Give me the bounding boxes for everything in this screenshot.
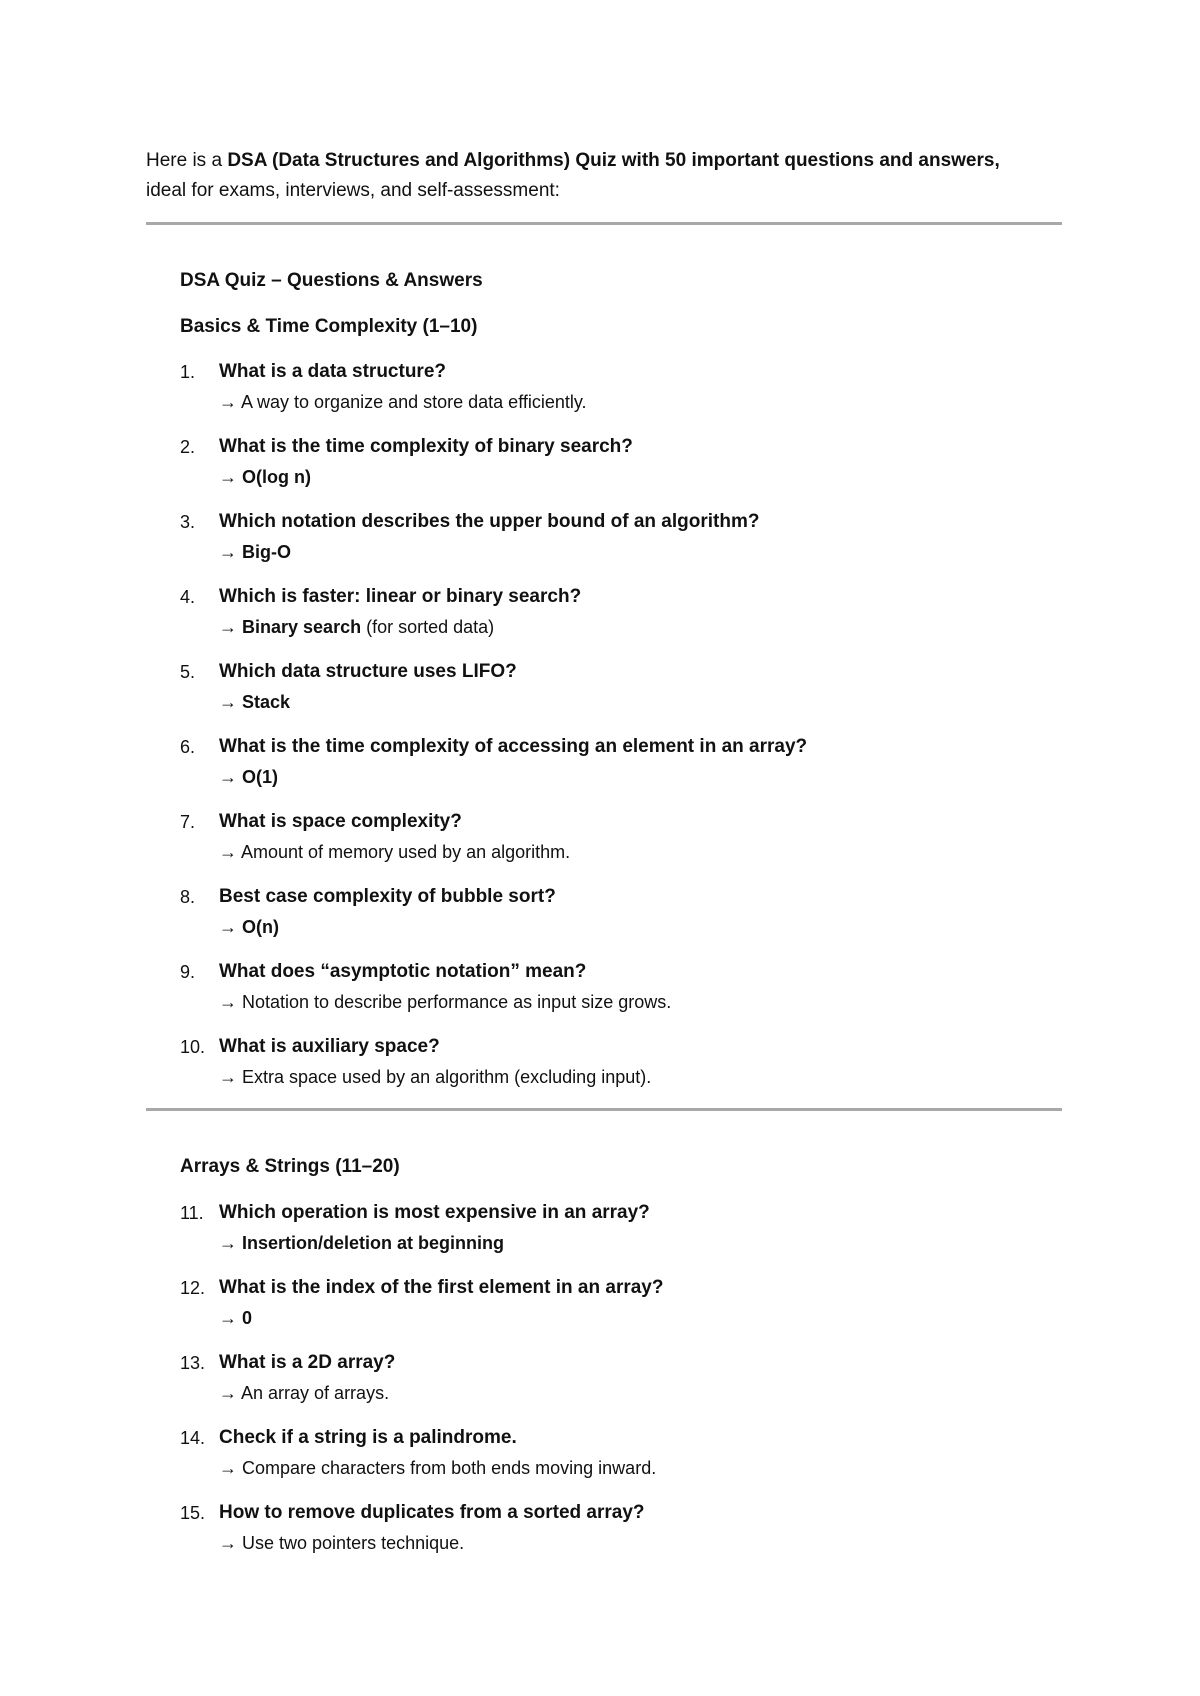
question-number: 1.: [180, 362, 196, 382]
answer-bold: Binary search: [242, 617, 362, 637]
question-text: Which operation is most expensive in an array?: [219, 1202, 650, 1223]
question-item: [180, 357, 1060, 432]
answer-text: (for sorted data): [361, 617, 495, 637]
answer: [219, 762, 278, 792]
question-text: What is the index of the first element in an array?: [219, 1277, 664, 1298]
arrow-icon: →: [219, 917, 243, 937]
question-number: 5.: [180, 662, 196, 682]
question-list-arrays: [180, 1198, 1060, 1573]
question-item: [180, 507, 1060, 582]
question-number: 7.: [180, 812, 196, 832]
question-text: Which data structure uses LIFO?: [219, 661, 517, 682]
question-item: [180, 807, 1060, 882]
question-item: [180, 1032, 1060, 1107]
answer: [219, 1528, 464, 1558]
arrow-icon: →: [219, 1533, 243, 1553]
arrow-icon: →: [219, 1233, 243, 1253]
arrow-icon: →: [219, 992, 243, 1012]
question-number: 14.: [180, 1428, 206, 1448]
arrow-icon: →: [219, 842, 242, 862]
question-item: [180, 1348, 1060, 1423]
answer: [219, 912, 279, 942]
intro-line-2: ideal for exams, interviews, and self-assessment:: [146, 180, 560, 201]
answer: [219, 387, 587, 417]
answer: [219, 612, 494, 642]
answer: [219, 687, 290, 717]
answer-bold: O(log n): [242, 467, 311, 487]
answer: [219, 1062, 651, 1092]
answer-text: Notation to describe performance as input size grows.: [242, 992, 672, 1012]
question-text: What is space complexity?: [219, 811, 462, 832]
arrow-icon: →: [219, 617, 243, 637]
question-number: 8.: [180, 887, 196, 907]
question-text: Which is faster: linear or binary search?: [219, 586, 582, 607]
answer-text: Extra space used by an algorithm (excluding input).: [242, 1067, 652, 1087]
section-title-arrays: Arrays & Strings (11–20): [180, 1156, 400, 1177]
question-item: [180, 1498, 1060, 1573]
answer: [219, 1453, 656, 1483]
question-item: [180, 1273, 1060, 1348]
question-text: How to remove duplicates from a sorted array?: [219, 1502, 645, 1523]
intro-bold: DSA (Data Structures and Algorithms) Quiz with 50 important questions and answers,: [227, 150, 1000, 171]
question-item: [180, 657, 1060, 732]
arrow-icon: →: [219, 1383, 242, 1403]
arrow-icon: →: [219, 1067, 243, 1087]
answer-text: Amount of memory used by an algorithm.: [241, 842, 571, 862]
question-number: 11.: [180, 1203, 204, 1223]
answer: [219, 837, 570, 867]
answer-text: An array of arrays.: [241, 1383, 390, 1403]
answer: [219, 462, 311, 492]
question-number: 15.: [180, 1503, 206, 1523]
answer: [219, 1378, 389, 1408]
arrow-icon: →: [219, 692, 243, 712]
answer-bold: O(n): [242, 917, 279, 937]
arrow-icon: →: [219, 767, 243, 787]
question-item: [180, 1198, 1060, 1273]
arrow-icon: →: [219, 467, 243, 487]
question-number: 6.: [180, 737, 196, 757]
question-number: 4.: [180, 587, 196, 607]
horizontal-rule-1: [146, 222, 1062, 225]
question-number: 10.: [180, 1037, 206, 1057]
intro-prefix: Here is a: [146, 150, 228, 171]
question-item: [180, 432, 1060, 507]
answer: [219, 1228, 504, 1258]
answer-bold: O(1): [242, 767, 279, 787]
answer-text: A way to organize and store data efficiently.: [241, 392, 587, 412]
question-text: What is auxiliary space?: [219, 1036, 440, 1057]
answer: [219, 537, 291, 567]
quiz-title: DSA Quiz – Questions & Answers: [180, 270, 483, 291]
intro-paragraph: [146, 146, 1066, 206]
question-number: 3.: [180, 512, 196, 532]
question-list-basics: [180, 357, 1060, 1107]
answer-bold: Insertion/deletion at beginning: [242, 1233, 505, 1253]
question-item: [180, 582, 1060, 657]
question-number: 12.: [180, 1278, 206, 1298]
answer-text: Use two pointers technique.: [242, 1533, 465, 1553]
answer: [219, 987, 671, 1017]
answer-bold: 0: [242, 1308, 253, 1328]
question-item: [180, 882, 1060, 957]
question-text: Check if a string is a palindrome.: [219, 1427, 517, 1448]
question-text: What is the time complexity of binary search?: [219, 436, 633, 457]
intro-line-1: [146, 146, 1066, 176]
question-text: What does “asymptotic notation” mean?: [219, 961, 587, 982]
question-number: 13.: [180, 1353, 206, 1373]
question-text: Which notation describes the upper bound of an algorithm?: [219, 511, 760, 532]
answer-bold: Big-O: [242, 542, 292, 562]
arrow-icon: →: [219, 1308, 243, 1328]
question-text: What is a data structure?: [219, 361, 446, 382]
question-item: [180, 732, 1060, 807]
answer-bold: Stack: [242, 692, 291, 712]
question-number: 9.: [180, 962, 196, 982]
question-text: What is the time complexity of accessing an element in an array?: [219, 736, 808, 757]
answer: [219, 1303, 252, 1333]
arrow-icon: →: [219, 542, 243, 562]
answer-text: Compare characters from both ends moving inward.: [242, 1458, 657, 1478]
question-text: Best case complexity of bubble sort?: [219, 886, 556, 907]
question-item: [180, 957, 1060, 1032]
section-title-basics: Basics & Time Complexity (1–10): [180, 316, 478, 337]
arrow-icon: →: [219, 392, 242, 412]
question-number: 2.: [180, 437, 196, 457]
arrow-icon: →: [219, 1458, 243, 1478]
question-text: What is a 2D array?: [219, 1352, 396, 1373]
question-item: [180, 1423, 1060, 1498]
horizontal-rule-2: [146, 1108, 1062, 1111]
